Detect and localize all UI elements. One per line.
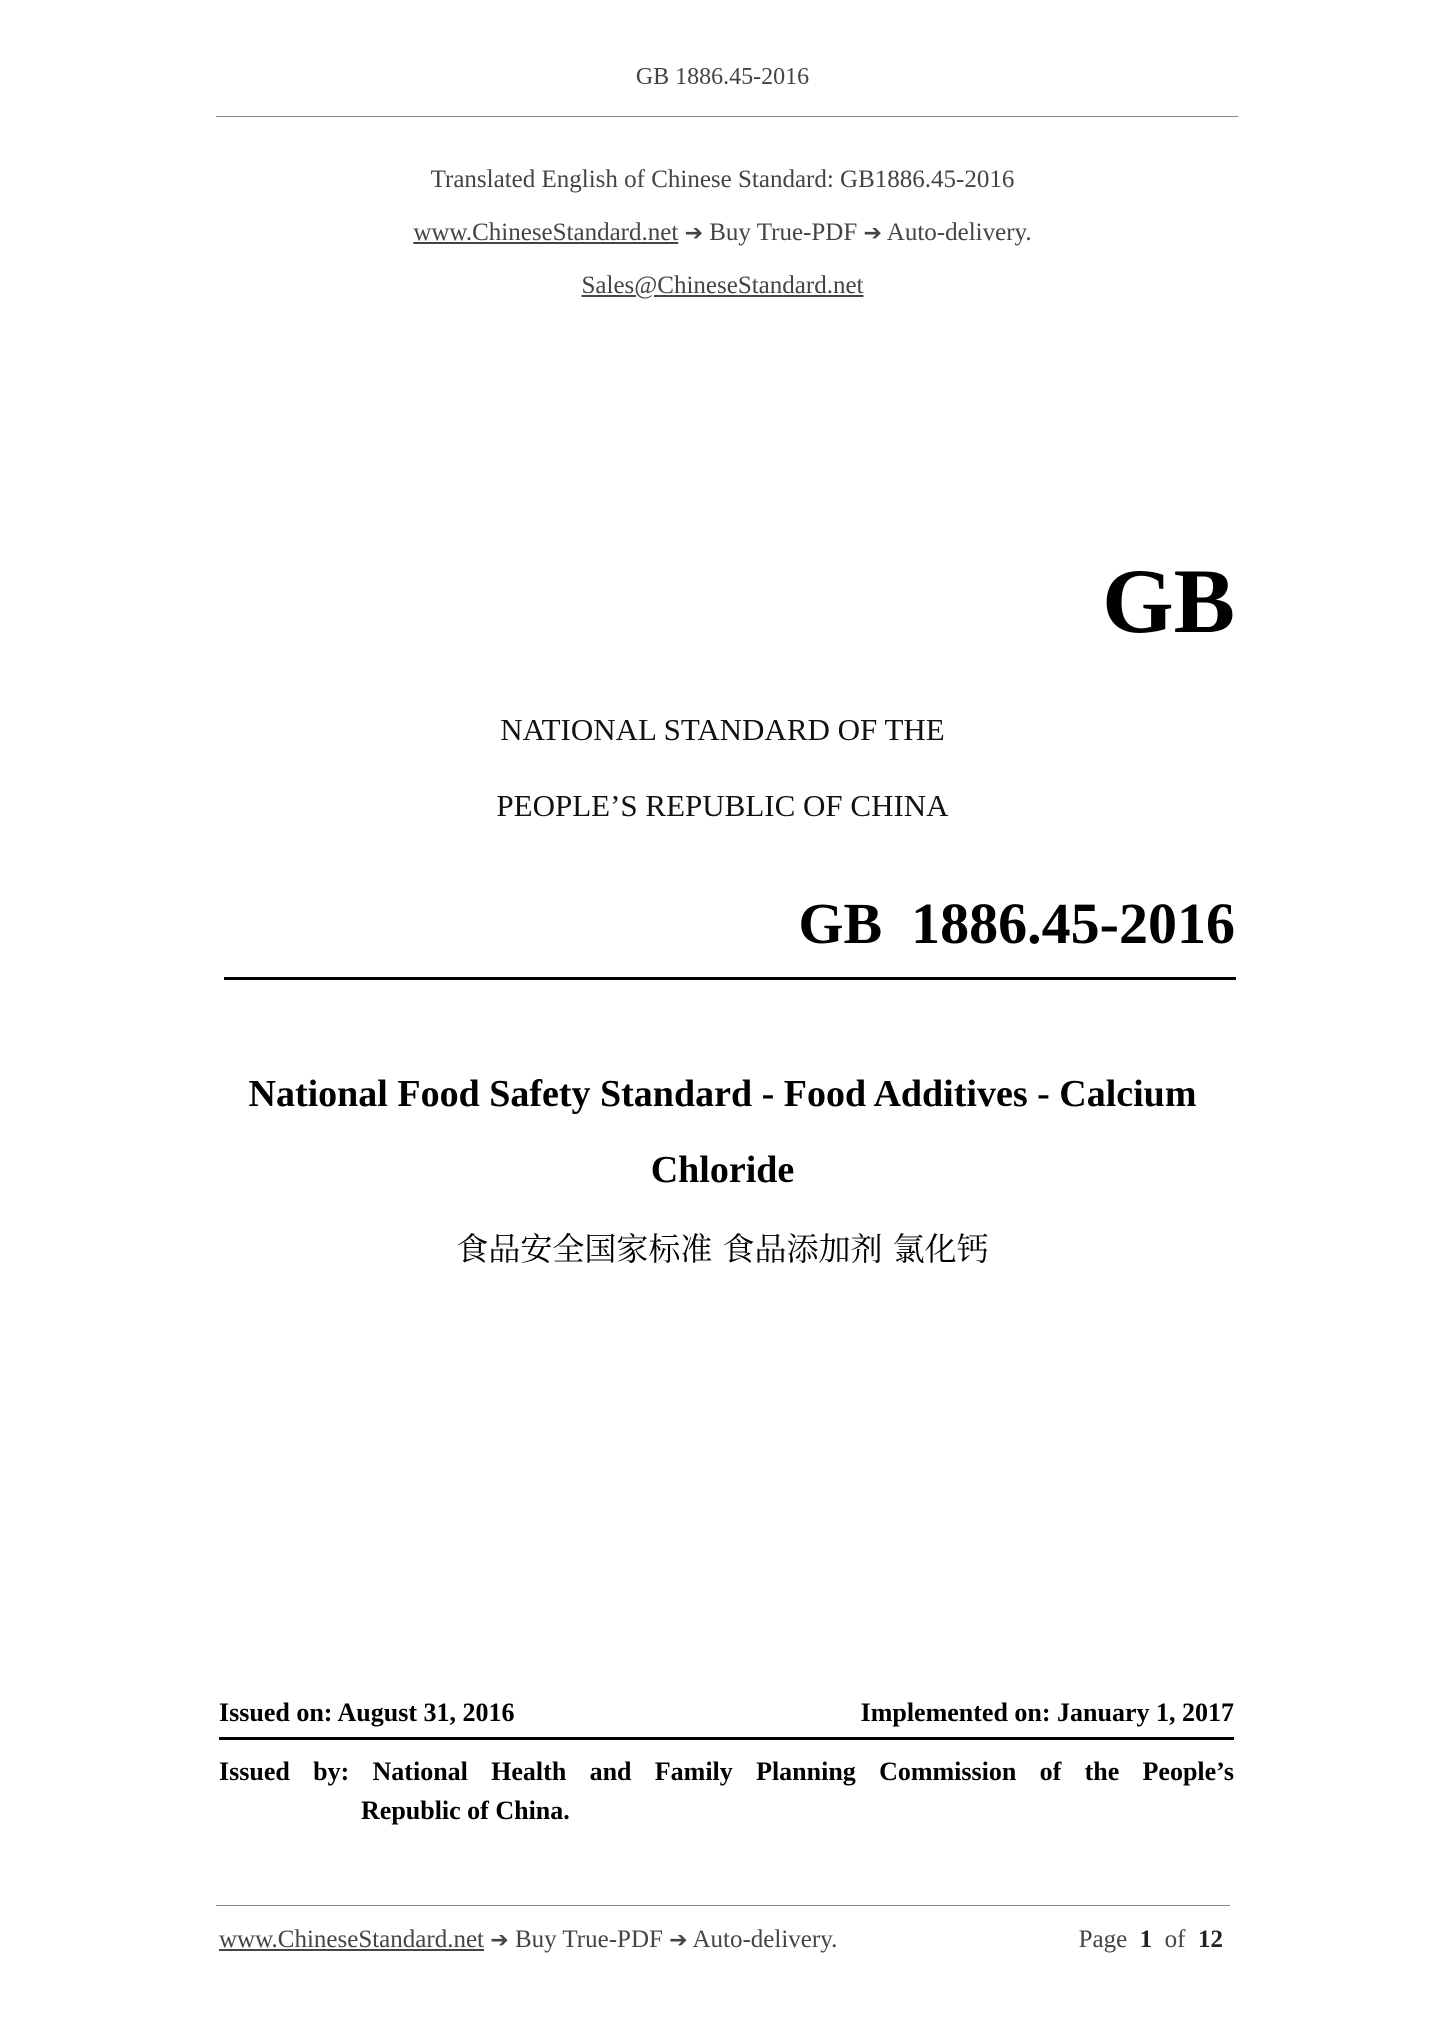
standard-prefix: GB (798, 891, 883, 956)
footer-divider (216, 1905, 1230, 1906)
footer-delivery-text: Auto-delivery. (692, 1926, 838, 1953)
title-english-line-2: Chloride (650, 1149, 795, 1191)
header-divider (216, 116, 1238, 117)
issued-by-line-1: Issued by: National Health and Family Planning Commission of the People’s (219, 1757, 1234, 1786)
footer-site-link[interactable]: www.ChineseStandard.net (219, 1926, 484, 1953)
purchase-notice (0, 219, 1445, 247)
site-link[interactable]: www.ChineseStandard.net (413, 219, 679, 246)
issued-on: Issued on: August 31, 2016 (219, 1698, 515, 1727)
page-total: 12 (1198, 1926, 1223, 1953)
standard-number (798, 890, 1235, 957)
dates-rule (219, 1737, 1234, 1740)
standard-number-rule (224, 977, 1236, 980)
national-standard-line-2: PEOPLE’S REPUBLIC OF CHINA (496, 788, 949, 823)
email-line (0, 272, 1445, 300)
sales-email-link[interactable]: Sales@ChineseStandard.net (581, 272, 864, 299)
arrow-right-icon: ➔ (490, 1928, 509, 1953)
gb-mark: GB (1102, 550, 1235, 652)
issued-by-line-2: Republic of China. (361, 1796, 570, 1825)
implemented-on: Implemented on: January 1, 2017 (860, 1698, 1234, 1727)
title-english-line-1: National Food Safety Standard - Food Additives - Calcium (248, 1073, 1197, 1115)
page-indicator (1079, 1926, 1223, 1954)
footer-buy-text: Buy True-PDF (514, 1926, 663, 1953)
footer-purchase-notice (219, 1926, 837, 1954)
translation-notice: Translated English of Chinese Standard: GB1886.45-2016 (430, 166, 1015, 193)
arrow-right-icon: ➔ (863, 221, 882, 246)
page-label: Page (1078, 1926, 1128, 1953)
delivery-text: Auto-delivery. (886, 219, 1032, 246)
running-head: GB 1886.45-2016 (635, 64, 810, 90)
issue-dates (219, 1698, 1234, 1728)
arrow-right-icon: ➔ (684, 221, 703, 246)
page-current: 1 (1139, 1926, 1153, 1953)
title-chinese: 食品安全国家标准 食品添加剂 氯化钙 (456, 1230, 989, 1268)
buy-text: Buy True-PDF (709, 219, 858, 246)
arrow-right-icon: ➔ (669, 1928, 688, 1953)
page-of: of (1164, 1926, 1186, 1953)
standard-code: 1886.45-2016 (911, 891, 1235, 956)
national-standard-line-1: NATIONAL STANDARD OF THE (500, 712, 945, 747)
